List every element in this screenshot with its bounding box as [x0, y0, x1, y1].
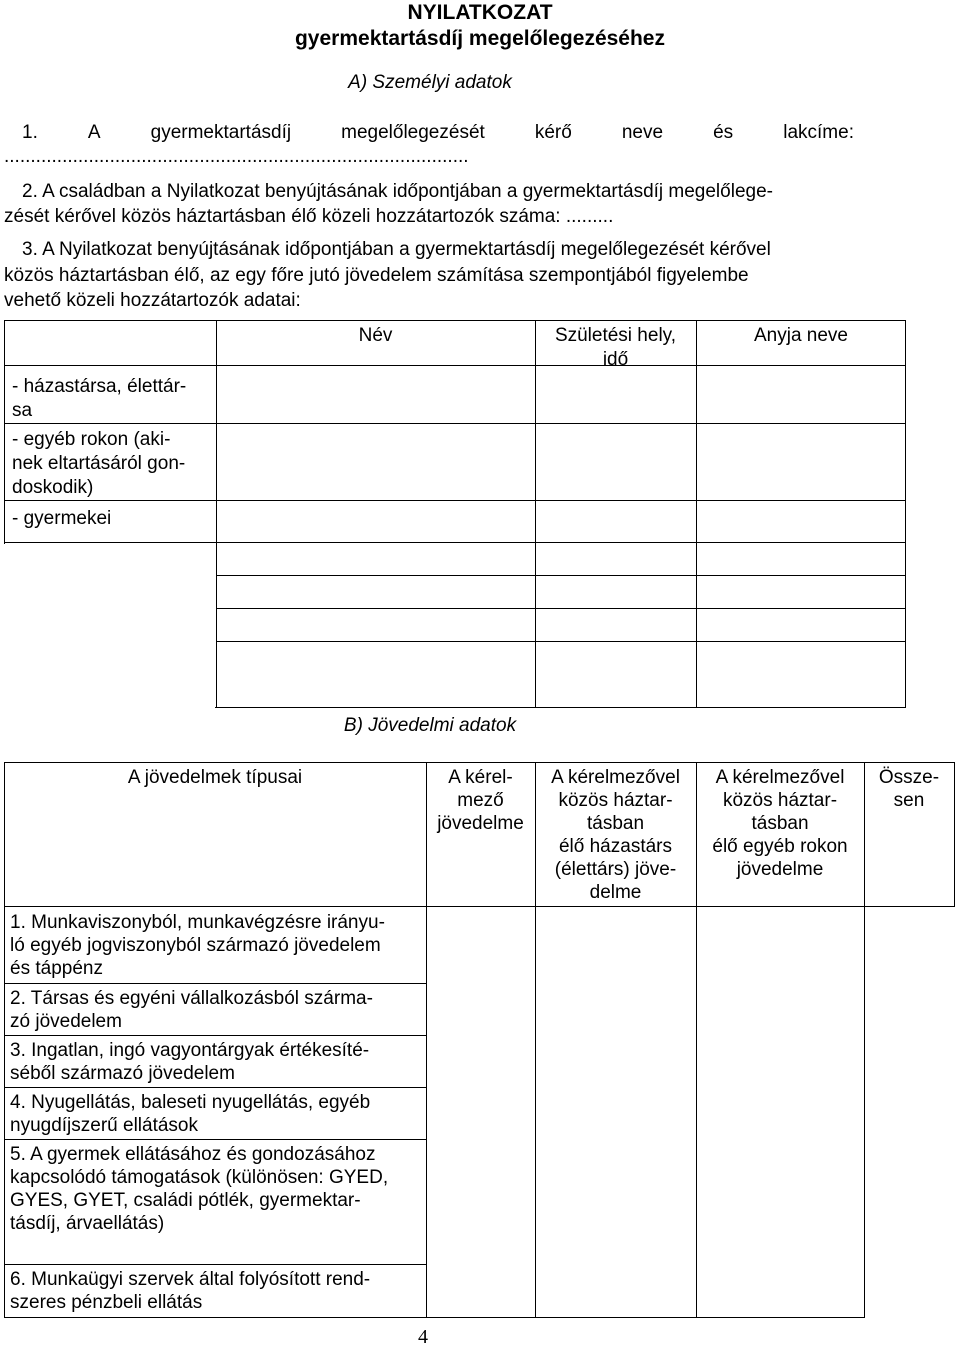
header-spouse-line: A kérelmezővel [551, 767, 680, 788]
header-applicant [426, 766, 535, 835]
row-spouse-line-2: sa [12, 400, 33, 421]
income-row-line: 5. A gyermek ellátásához és gondozásához [10, 1144, 376, 1165]
item-2-line-1: 2. A családban a Nyilatkozat benyújtásának időpontjában a gyermektartásdíj megelőlege- [22, 181, 773, 202]
header-spouse-line: élő házastárs [558, 836, 672, 857]
header-spouse-line: tásban [586, 813, 645, 834]
income-row-line: GYES, GYET, családi pótlék, gyermektar- [10, 1190, 361, 1211]
item-1-line [22, 121, 854, 144]
row-relative-line-1: - egyéb rokon (aki- [12, 429, 171, 450]
header-spouse-line: (élettárs) jöve- [554, 859, 677, 880]
header-other-line: jövedelme [736, 859, 824, 880]
income-row-line: séből származó jövedelem [10, 1063, 235, 1084]
item-2-line-2: zését kérővel közös háztartásban élő közeli hozzátartozók száma: ......... [4, 206, 614, 227]
section-a-title: A) Személyi adatok [348, 72, 512, 93]
income-row-line: és táppénz [10, 958, 103, 979]
item-1-dots: ........................................................................................ [4, 146, 469, 167]
income-row-6 [10, 1268, 370, 1314]
header-applicant-line: A kérel- [448, 767, 513, 788]
item-1-word: lakcíme: [783, 122, 854, 143]
income-row-line: 4. Nyugellátás, baleseti nyugellátás, egyéb [10, 1092, 371, 1113]
header-birth-line-1: Születési hely, [554, 325, 677, 346]
income-row-line: szeres pénzbeli ellátás [10, 1292, 203, 1313]
row-relative-line-3: doskodik) [12, 477, 94, 498]
income-row-2 [10, 987, 373, 1033]
header-total-line: Össze- [878, 767, 940, 788]
income-row-1 [10, 911, 385, 980]
header-applicant-line: jövedelme [437, 813, 524, 834]
item-1-word: neve [621, 122, 664, 143]
income-row-line: nyugdíjszerű ellátások [10, 1115, 198, 1136]
section-b-title: B) Jövedelmi adatok [343, 715, 517, 736]
income-row-line: 2. Társas és egyéni vállalkozásból szárma- [10, 988, 373, 1009]
title-line-2: gyermektartásdíj megelőlegezéséhez [294, 27, 665, 50]
row-children: - gyermekei [12, 508, 112, 529]
income-row-4 [10, 1091, 370, 1137]
item-1-word: megelőlegezését [341, 122, 485, 143]
header-birth-line-2: idő [602, 349, 629, 370]
income-row-3 [10, 1039, 369, 1085]
item-3-line-1: 3. A Nyilatkozat benyújtásának időpontjában a gyermektartásdíj megelőlegezését kérővel [22, 239, 771, 260]
item-1-word: A [87, 122, 101, 143]
header-spouse-line: delme [589, 882, 642, 903]
header-other-line: élő egyéb rokon [712, 836, 848, 857]
item-3-line-3: vehető közeli hozzátartozók adatai: [4, 290, 301, 311]
item-1-word: kérő [534, 122, 572, 143]
header-name: Név [358, 325, 393, 346]
income-row-5 [10, 1143, 388, 1235]
header-other-line: A kérelmezővel [715, 767, 845, 788]
item-3-line-2: közös háztartásban élő, az egy főre jutó jövedelem számítása szempontjából figyelembe [4, 265, 749, 286]
header-spouse-line: közös háztar- [558, 790, 673, 811]
income-row-line: kapcsolódó támogatások (különösen: GYED, [10, 1167, 389, 1188]
header-other-line: közös háztar- [722, 790, 838, 811]
header-total-line: sen [893, 790, 925, 811]
item-1-word: 1. [22, 122, 38, 143]
header-other-relative-income [696, 766, 864, 881]
row-relative-line-2: nek eltartásáról gon- [12, 453, 186, 474]
header-spouse-income [535, 766, 696, 904]
row-spouse-line-1: - házastársa, élettár- [12, 376, 187, 397]
income-row-line: ló egyéb jogviszonyból származó jövedelem [10, 935, 381, 956]
income-row-line: 6. Munkaügyi szervek által folyósított rend- [10, 1269, 371, 1290]
header-mother: Anyja neve [753, 325, 848, 346]
header-total [864, 766, 954, 812]
page-number: 4 [418, 1326, 428, 1348]
item-1-word: és [713, 122, 734, 143]
header-applicant-line: mező [457, 790, 504, 811]
income-row-line: 1. Munkaviszonyból, munkavégzésre irányu- [10, 912, 385, 933]
header-income-type: A jövedelmek típusai [127, 767, 303, 788]
income-row-line: zó jövedelem [10, 1011, 122, 1032]
title-line-1: NYILATKOZAT [407, 1, 553, 24]
document-title [0, 0, 960, 52]
header-other-line: tásban [751, 813, 809, 834]
income-row-line: tásdíj, árvaellátás) [10, 1213, 165, 1234]
item-1-word: gyermektartásdíj [150, 122, 292, 143]
income-row-line: 3. Ingatlan, ingó vagyontárgyak értékesíté- [10, 1040, 370, 1061]
